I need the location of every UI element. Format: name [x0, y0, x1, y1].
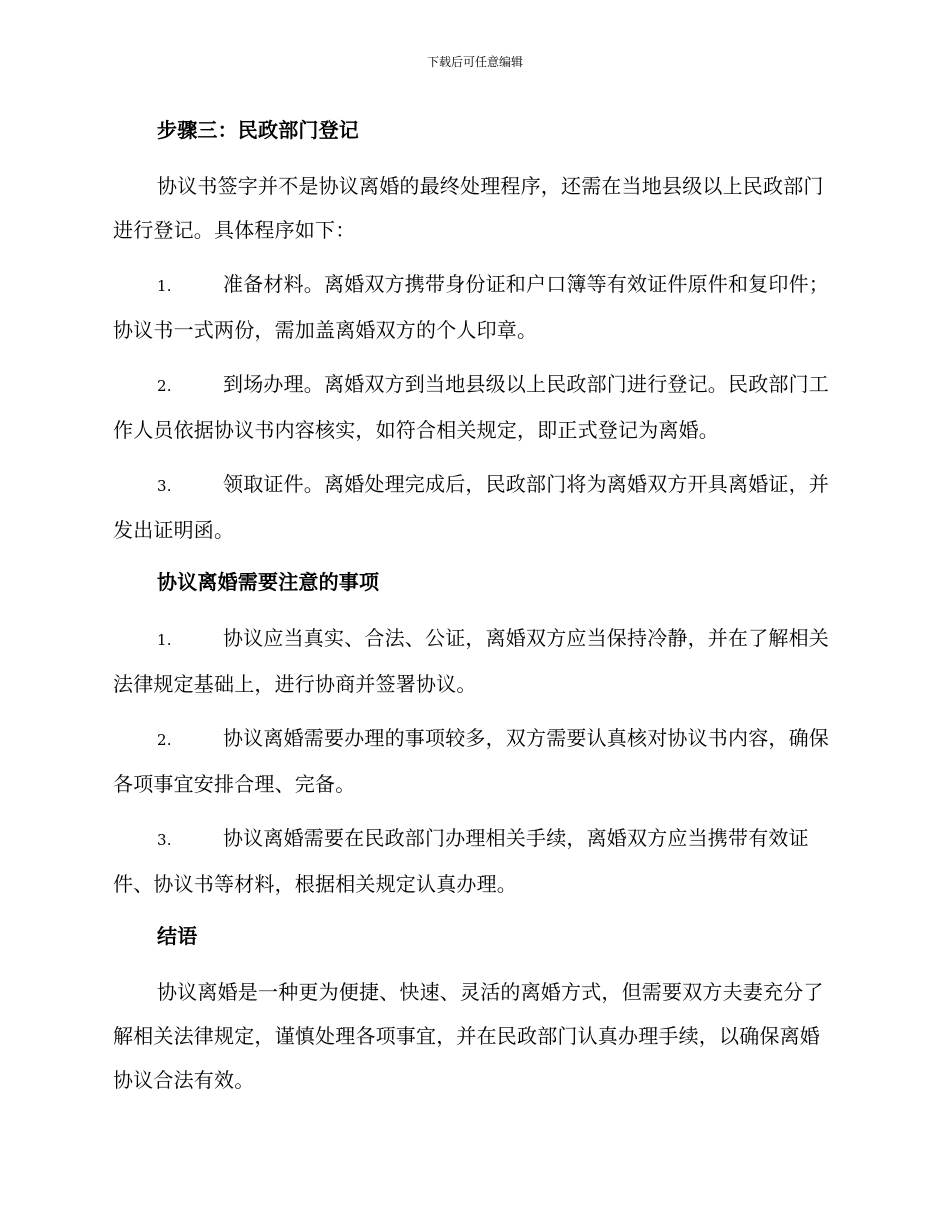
- list-item-text: 到场办理。离婚双方到当地县级以上民政部门进行登记。民政部门工作人员依据协议书内容核实，如符合相关规定，即正式登记为离婚。: [113, 372, 829, 442]
- list-item-number: 1.: [157, 631, 172, 649]
- document-body: [113, 110, 835, 1112]
- step3-intro-paragraph: 协议书签字并不是协议离婚的最终处理程序，还需在当地县级以上民政部门进行登记。具体程序如下：: [113, 174, 824, 242]
- section-heading-conclusion: 结语: [157, 924, 198, 948]
- list-item-number: 2.: [157, 377, 172, 395]
- list-item-text: 领取证件。离婚处理完成后，民政部门将为离婚双方开具离婚证，并发出证明函。: [113, 472, 829, 542]
- list-item: [113, 262, 835, 352]
- section-heading-step3: 步骤三：民政部门登记: [157, 118, 359, 142]
- list-item-number: 3.: [157, 831, 172, 849]
- list-item-text: 协议离婚需要在民政部门办理相关手续，离婚双方应当携带有效证件、协议书等材料，根据相关规定认真办理。: [113, 826, 809, 896]
- list-item-text: 协议离婚需要办理的事项较多，双方需要认真核对协议书内容，确保各项事宜安排合理、完备。: [113, 726, 829, 796]
- list-item: [113, 616, 835, 706]
- list-item: [113, 816, 835, 906]
- list-item-text: 协议应当真实、合法、公证，离婚双方应当保持冷静，并在了解相关法律规定基础上，进行协商并签署协议。: [113, 626, 829, 696]
- list-item-number: 1.: [157, 277, 172, 295]
- list-item-number: 2.: [157, 731, 172, 749]
- list-item: [113, 716, 835, 806]
- list-item-text: 准备材料。离婚双方携带身份证和户口簿等有效证件原件和复印件；协议书一式两份，需加盖离婚双方的个人印章。: [113, 272, 829, 342]
- section-heading-notes: 协议离婚需要注意的事项: [157, 570, 380, 594]
- page-header: 下载后可任意编辑: [426, 55, 523, 69]
- list-item: [113, 362, 835, 452]
- conclusion-paragraph: 协议离婚是一种更为便捷、快速、灵活的离婚方式，但需要双方夫妻充分了解相关法律规定，谨慎处理各项事宜，并在民政部门认真办理手续，以确保离婚协议合法有效。: [113, 980, 824, 1092]
- list-item-number: 3.: [157, 477, 172, 495]
- list-item: [113, 462, 835, 552]
